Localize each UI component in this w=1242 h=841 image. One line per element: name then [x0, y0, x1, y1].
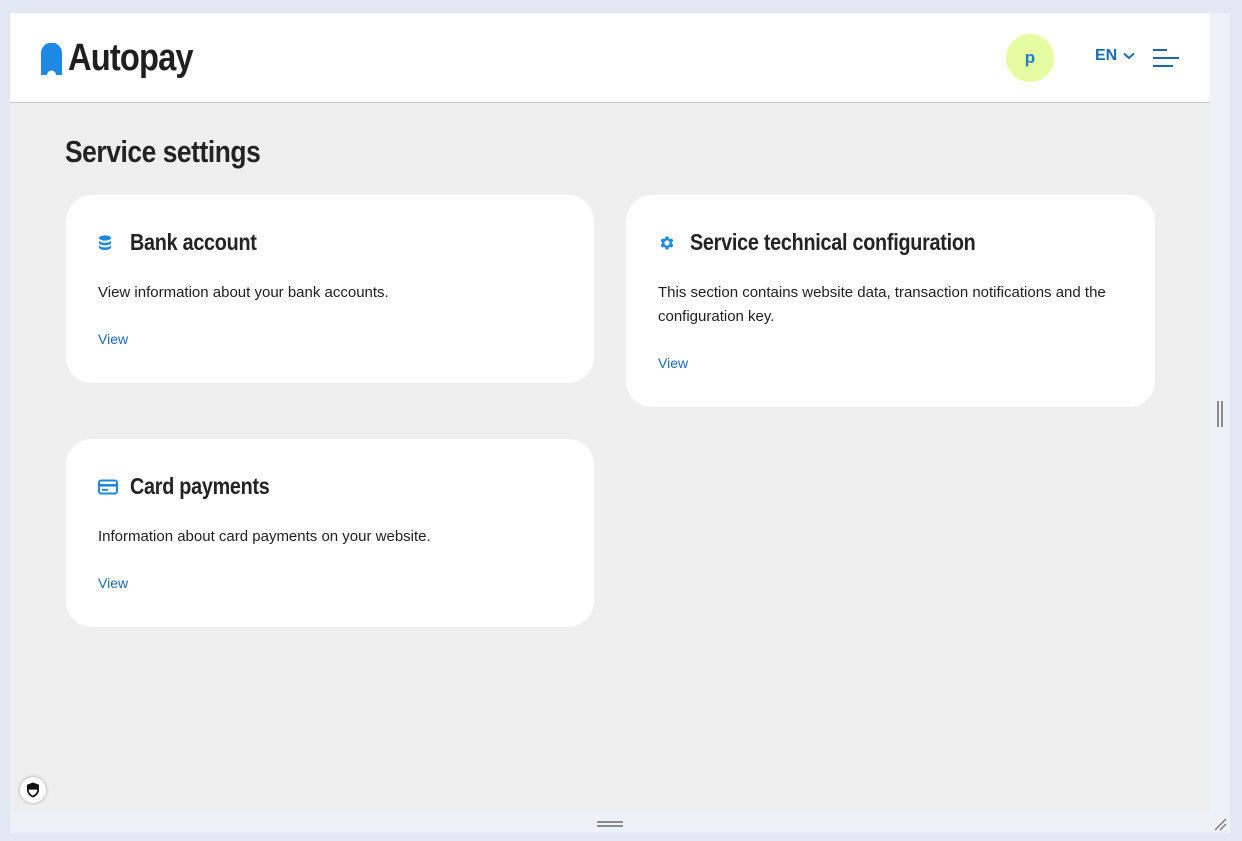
hamburger-menu-icon[interactable] — [1153, 47, 1179, 69]
vertical-resize-handle[interactable] — [1217, 401, 1223, 427]
gear-icon — [658, 232, 680, 254]
chevron-down-icon — [1123, 52, 1135, 60]
card-payments-card — [66, 439, 594, 627]
card-description: This section contains website data, transaction notifications and the configuration key. — [658, 284, 1106, 325]
page-title: Service settings — [65, 134, 261, 169]
privacy-shield-button[interactable] — [20, 777, 46, 803]
database-icon — [98, 232, 120, 254]
card-title: Card payments — [130, 473, 270, 499]
horizontal-resize-handle[interactable] — [597, 821, 623, 827]
top-header — [10, 13, 1210, 103]
service-technical-configuration-card — [626, 195, 1155, 407]
view-service-technical-configuration-link[interactable]: View — [658, 355, 689, 371]
card-title: Bank account — [130, 229, 257, 255]
view-card-payments-link[interactable]: View — [98, 575, 129, 591]
autopay-logo[interactable] — [41, 37, 213, 80]
shield-icon — [26, 782, 40, 798]
brand-name: Autopay — [68, 37, 193, 79]
language-label: EN — [1095, 47, 1118, 64]
credit-card-icon — [98, 476, 120, 498]
card-header — [98, 229, 277, 256]
card-title: Service technical configuration — [690, 229, 976, 255]
autopay-logo-mark-icon — [41, 43, 62, 75]
card-header — [98, 473, 292, 500]
user-avatar[interactable]: p — [1006, 34, 1054, 82]
corner-resize-handle-icon[interactable] — [1212, 816, 1228, 832]
language-selector[interactable] — [1095, 47, 1135, 65]
bank-account-card — [66, 195, 594, 383]
app-frame — [10, 13, 1210, 813]
card-description: Information about card payments on your website. — [98, 528, 431, 545]
card-header — [658, 229, 1022, 256]
card-description: View information about your bank accounts. — [98, 284, 389, 301]
view-bank-account-link[interactable]: View — [98, 331, 129, 347]
